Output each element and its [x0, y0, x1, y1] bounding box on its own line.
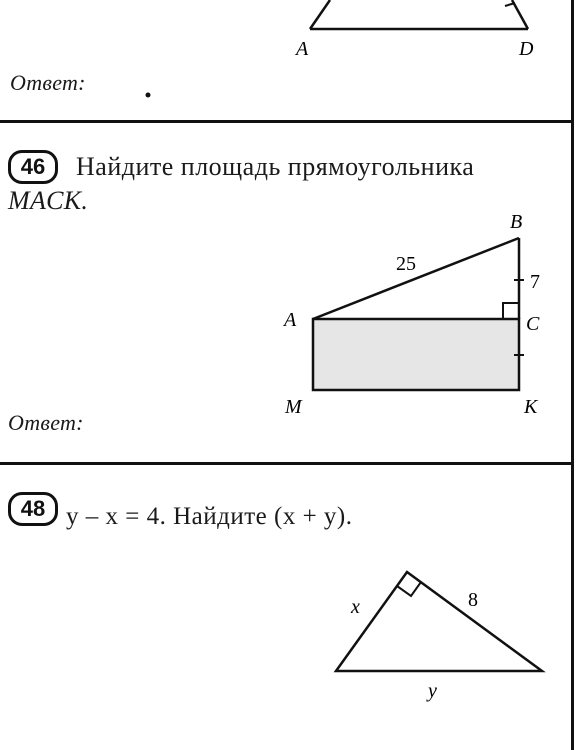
task-number: 48	[20, 496, 46, 521]
trapezoid-figure	[0, 0, 580, 120]
rectangle-mack	[313, 319, 519, 390]
side-label-y: y	[428, 680, 437, 702]
vertex-label-c: C	[526, 313, 540, 335]
vertex-label-b: B	[510, 211, 523, 233]
side-label-8: 8	[468, 589, 478, 611]
rectangle-triangle-figure	[0, 200, 580, 462]
task-text: Найдите площадь прямоугольника	[76, 152, 475, 181]
task-text: y – x = 4. Найдите (x + y).	[66, 503, 353, 530]
task-number: 46	[20, 154, 46, 179]
length-label-bc: 7	[530, 271, 540, 293]
vertex-label-m: M	[285, 396, 302, 418]
section-divider	[0, 120, 574, 123]
length-label-ab: 25	[396, 253, 416, 275]
answer-label: Ответ:	[10, 70, 86, 95]
task-number-badge	[8, 150, 58, 184]
triangle	[336, 572, 542, 671]
section-divider	[0, 462, 574, 465]
vertex-label-k: K	[524, 396, 538, 418]
vertex-label-a: A	[296, 38, 309, 60]
task-text-continued: MACK.	[8, 186, 89, 215]
vertex-label-a: A	[284, 309, 297, 331]
side-label-x: x	[351, 596, 360, 618]
right-triangle-figure	[0, 540, 580, 750]
task-number-badge	[8, 492, 58, 526]
vertex-label-d: D	[519, 38, 534, 60]
answer-label: Ответ:	[8, 410, 84, 435]
